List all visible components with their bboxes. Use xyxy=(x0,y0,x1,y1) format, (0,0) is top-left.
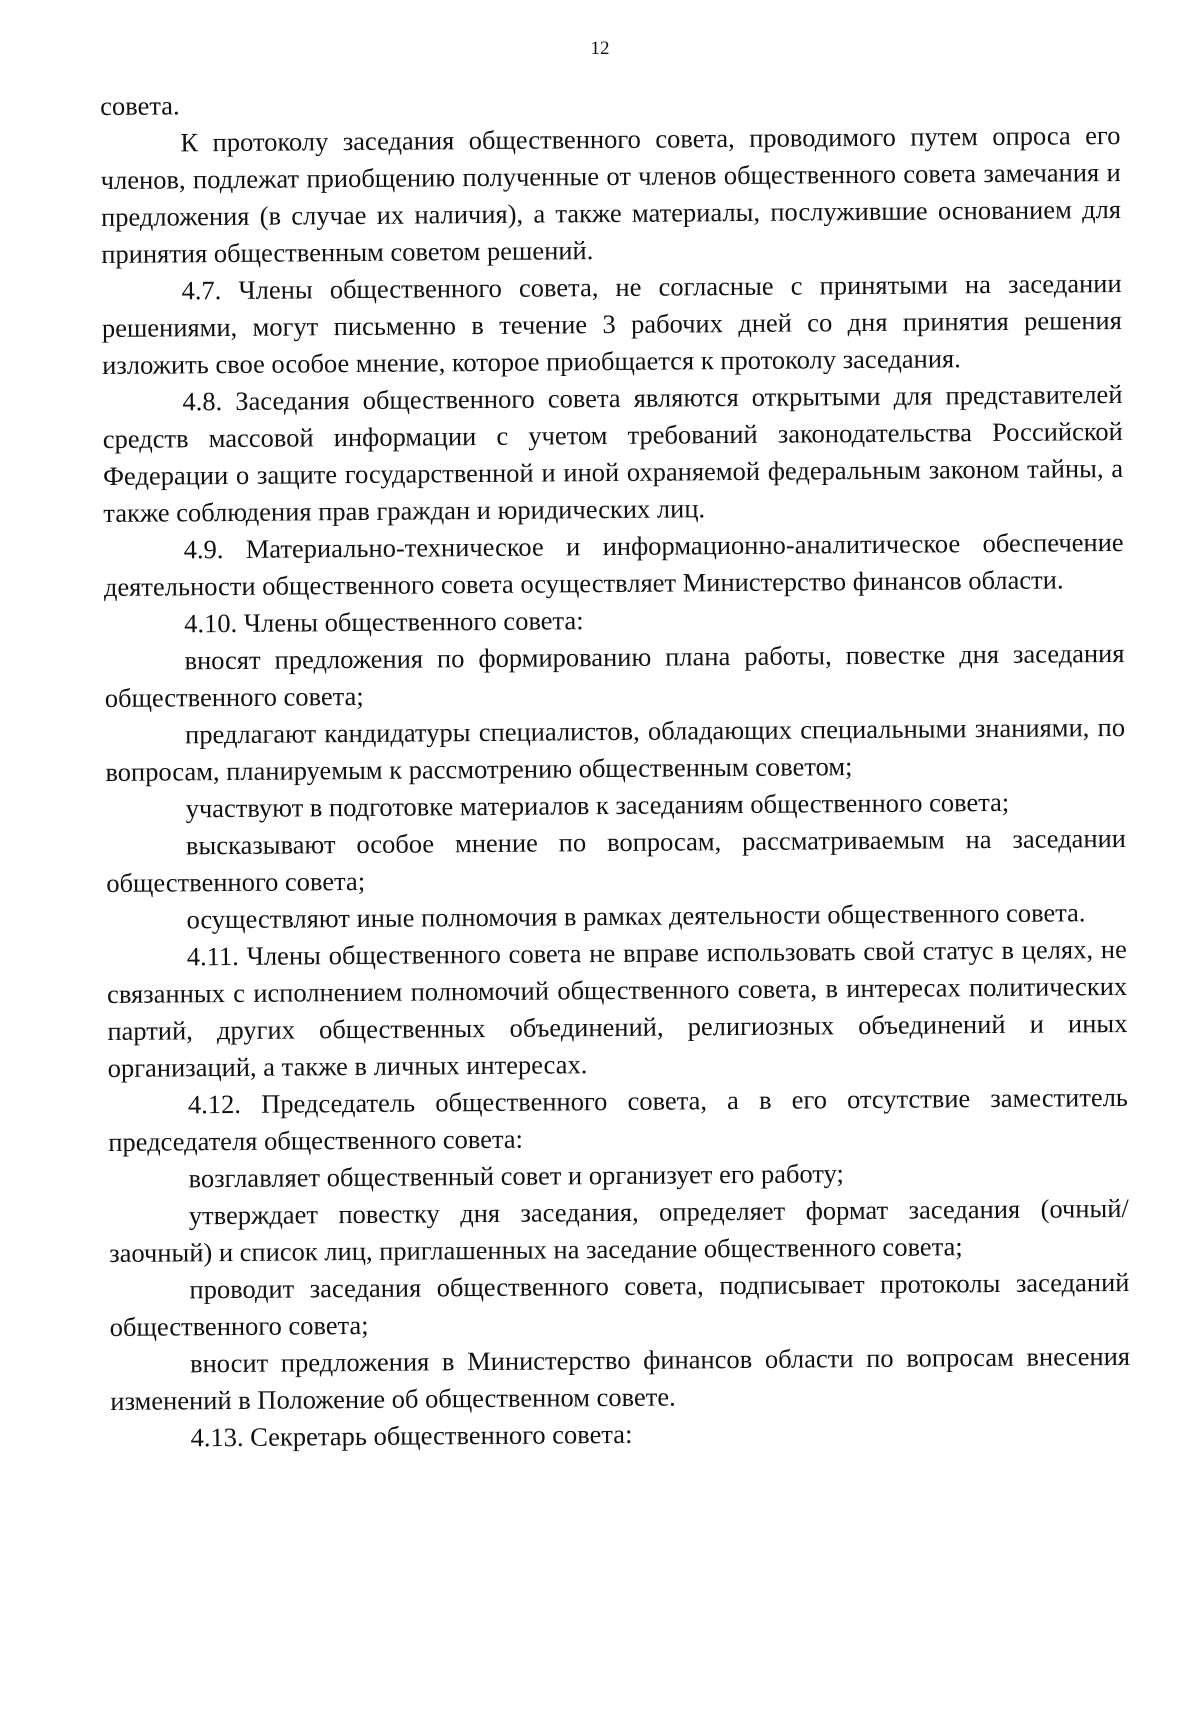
paragraph: вносят предложения по формированию плана работы, повестке дня заседания общественного совета; xyxy=(104,637,1125,713)
paragraph: высказывают особое мнение по вопросам, рассматриваемым на заседании общественного совета; xyxy=(106,822,1127,898)
page-number: 12 xyxy=(590,38,610,59)
paragraph: 4.12. Председатель общественного совета, а в его отсутствие заместитель председателя общественного совета: xyxy=(108,1081,1129,1157)
paragraph: 4.9. Материально-техническое и информационно-аналитическое обеспечение деятельности общественного совета осуществляет Министерство финансов области. xyxy=(103,526,1124,602)
paragraph: 4.7. Члены общественного совета, не согласные с принятыми на заседании решениями, могут письменно в течение 3 рабочих дней со дня принятия решения изложить свое особое мнение, которое приобщается к протоколу заседания. xyxy=(101,267,1122,380)
paragraph: 4.10. Члены общественного совета: xyxy=(184,605,584,639)
paragraph: К протоколу заседания общественного совета, проводимого путем опроса его членов, подлежат приобщению полученные от членов общественного совета замечания и предложения (в случае их наличия), а также материалы, послужившие основанием для принятия общественным советом решений. xyxy=(100,119,1122,269)
paragraph: возглавляет общественный совет и организует его работу; xyxy=(188,1158,844,1194)
document-body xyxy=(100,80,1131,1457)
paragraph: 4.13. Секретарь общественного совета: xyxy=(190,1418,633,1453)
paragraph: предлагают кандидатуры специалистов, обладающих специальными знаниями, по вопросам, планируемым к рассмотрению общественным советом; xyxy=(105,711,1126,787)
paragraph: 4.8. Заседания общественного совета являются открытыми для представителей средств массовой информации с учетом требований законодательства Российской Федерации о защите государственной и иной охраняемой федеральным законом тайны, а также соблюдения прав граждан и юридических лиц. xyxy=(102,378,1124,528)
paragraph: утверждает повестку дня заседания, определяет формат заседания (очный/заочный) и список лиц, приглашенных на заседание общественного совета; xyxy=(109,1192,1129,1268)
paragraph: проводит заседания общественного совета, подписывает протоколы заседаний общественного совета; xyxy=(109,1266,1130,1342)
paragraph: осуществляют иные полномочия в рамках деятельности общественного совета. xyxy=(186,897,1086,935)
paragraph: участвуют в подготовке материалов к заседаниям общественного совета; xyxy=(185,786,1010,824)
paragraph: совета. xyxy=(100,90,180,121)
paragraph: вносит предложения в Министерство финансов области по вопросам внесения изменений в Положение об общественном совете. xyxy=(110,1340,1131,1416)
paragraph: 4.11. Члены общественного совета не вправе использовать свой статус в целях, не связанных с исполнением полномочий общественного совета, в интересах политических партий, других общественных объединений, религиозных объединений и иных организаций, а также в личных интересах. xyxy=(106,933,1128,1083)
